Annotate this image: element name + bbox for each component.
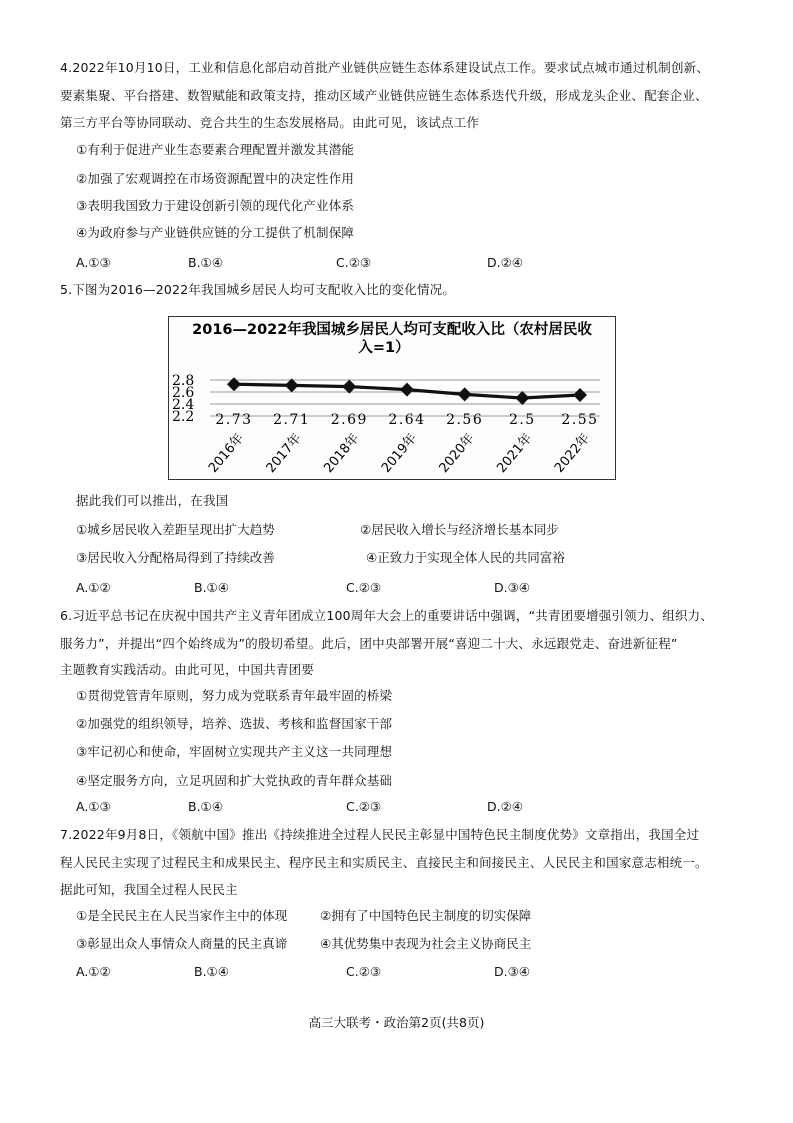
q5-statement-1: ①城乡居民收入差距呈现出扩大趋势 [76, 522, 275, 537]
chart-x-tick-label: 2016年 [205, 430, 248, 476]
q5-after-chart: 据此我们可以推出，在我国 [76, 493, 229, 508]
q5-statement-4: ④正致力于实现全体人民的共同富裕 [366, 550, 565, 565]
q6-stem-line-2: 服务力”，并提出“四个始终成为”的殷切希望。此后，团中央部署开展“喜迎二十大、永远跟党走、奋进新征程” [60, 636, 678, 651]
q7-option-b[interactable]: B.①④ [194, 964, 229, 979]
chart-y-tick-label: 2.8 [172, 373, 195, 389]
chart-x-tick-label: 2019年 [378, 430, 421, 476]
q4-stem-line-3: 第三方平台等协同联动、竞合共生的生态发展格局。由此可见，该试点工作 [60, 115, 480, 130]
q6-statement-2: ②加强党的组织领导，培养、选拔、考核和监督国家干部 [76, 716, 393, 731]
q7-stem-line-2: 程人民民主实现了过程民主和成果民主、程序民主和实质民主、直接民主和间接民主、人民民主和国家意志相统一。 [60, 855, 708, 870]
income-ratio-chart [168, 316, 616, 480]
q6-option-c[interactable]: C.②③ [346, 799, 382, 814]
q7-stem-line-3: 据此可知，我国全过程人民民主 [60, 882, 238, 897]
q5-option-c[interactable]: C.②③ [346, 580, 382, 595]
q7-statement-1: ①是全民民主在人民当家作主中的体现 [76, 908, 288, 923]
q7-stem-line-1: 7.2022年9月8日，《领航中国》推出《持续推进全过程人民民主彰显中国特色民主制度优势》文章指出，我国全过 [60, 827, 700, 842]
chart-x-tick-label: 2017年 [263, 430, 305, 476]
q4-statement-2: ②加强了宏观调控在市场资源配置中的决定性作用 [76, 171, 355, 186]
q7-option-d[interactable]: D.③④ [494, 964, 531, 979]
chart-data-label: 2.55 [561, 412, 599, 428]
q5-option-a[interactable]: A.①② [76, 580, 111, 595]
chart-data-label: 2.5 [508, 412, 536, 428]
q7-option-a[interactable]: A.①② [76, 964, 111, 979]
q6-option-b[interactable]: B.①④ [188, 799, 223, 814]
q6-stem-line-1: 6.习近平总书记在庆祝中国共产主义青年团成立100周年大会上的重要讲话中强调，“共青团要增强引领力、组织力、 [60, 608, 714, 623]
q4-statement-1: ①有利于促进产业生态要素合理配置并激发其潜能 [76, 142, 355, 157]
q4-option-b[interactable]: B.①④ [188, 255, 223, 270]
q4-statement-4: ④为政府参与产业链供应链的分工提供了机制保障 [76, 225, 355, 240]
q4-statement-3: ③表明我国致力于建设创新引领的现代化产业体系 [76, 198, 355, 213]
chart-x-tick-label: 2020年 [436, 430, 478, 476]
q5-option-b[interactable]: B.①④ [194, 580, 229, 595]
chart-x-tick-label: 2022年 [551, 430, 594, 476]
chart-data-label: 2.73 [215, 412, 253, 428]
q6-statement-4: ④坚定服务方向，立足巩固和扩大党执政的青年群众基础 [76, 773, 393, 788]
page-footer: 高三大联考・政治第2页(共8页) [308, 1015, 485, 1030]
chart-x-tick-label: 2021年 [494, 430, 536, 476]
q7-statement-2: ②拥有了中国特色民主制度的切实保障 [320, 908, 532, 923]
chart-y-tick-label: 2.4 [172, 397, 195, 413]
chart-data-label: 2.69 [330, 412, 368, 428]
chart-data-label: 2.64 [388, 412, 426, 428]
chart-title-line-1: 2016—2022年我国城乡居民人均可支配收入比（农村居民收 [192, 322, 592, 338]
q6-statement-3: ③牢记初心和使命，牢固树立实现共产主义这一共同理想 [76, 744, 393, 759]
q6-option-a[interactable]: A.①③ [76, 799, 111, 814]
chart-title-line-2: 入=1） [358, 340, 410, 356]
chart-data-label: 2.56 [446, 412, 484, 428]
q4-option-c[interactable]: C.②③ [336, 255, 372, 270]
chart-y-tick-label: 2.6 [172, 385, 195, 401]
q5-statement-3: ③居民收入分配格局得到了持续改善 [76, 550, 275, 565]
q4-option-a[interactable]: A.①③ [76, 255, 111, 270]
q7-statement-3: ③彰显出众人事情众人商量的民主真谛 [76, 936, 288, 951]
q4-option-d[interactable]: D.②④ [487, 255, 524, 270]
chart-svg [168, 316, 616, 480]
q6-statement-1: ①贯彻党管青年原则，努力成为党联系青年最牢固的桥梁 [76, 688, 393, 703]
q4-stem-line-2: 要素集聚、平台搭建、数智赋能和政策支持，推动区域产业链供应链生态体系迭代升级，形成龙头企业、配套企业、 [60, 88, 708, 103]
q6-stem-line-3: 主题教育实践活动。由此可见，中国共青团要 [60, 662, 315, 677]
q5-statement-2: ②居民收入增长与经济增长基本同步 [360, 522, 559, 537]
q7-statement-4: ④其优势集中表现为社会主义协商民主 [320, 936, 532, 951]
q6-option-d[interactable]: D.②④ [487, 799, 524, 814]
chart-data-label: 2.71 [273, 412, 311, 428]
chart-y-tick-label: 2.2 [172, 409, 195, 425]
q5-option-d[interactable]: D.③④ [494, 580, 531, 595]
q4-stem-line-1: 4.2022年10月10日，工业和信息化部启动首批产业链供应链生态体系建设试点工作。要求试点城市通过机制创新、 [60, 60, 710, 75]
q5-stem-line-1: 5.下图为2016—2022年我国城乡居民人均可支配收入比的变化情况。 [60, 282, 456, 297]
chart-x-tick-label: 2018年 [321, 430, 363, 476]
q7-option-c[interactable]: C.②③ [346, 964, 382, 979]
